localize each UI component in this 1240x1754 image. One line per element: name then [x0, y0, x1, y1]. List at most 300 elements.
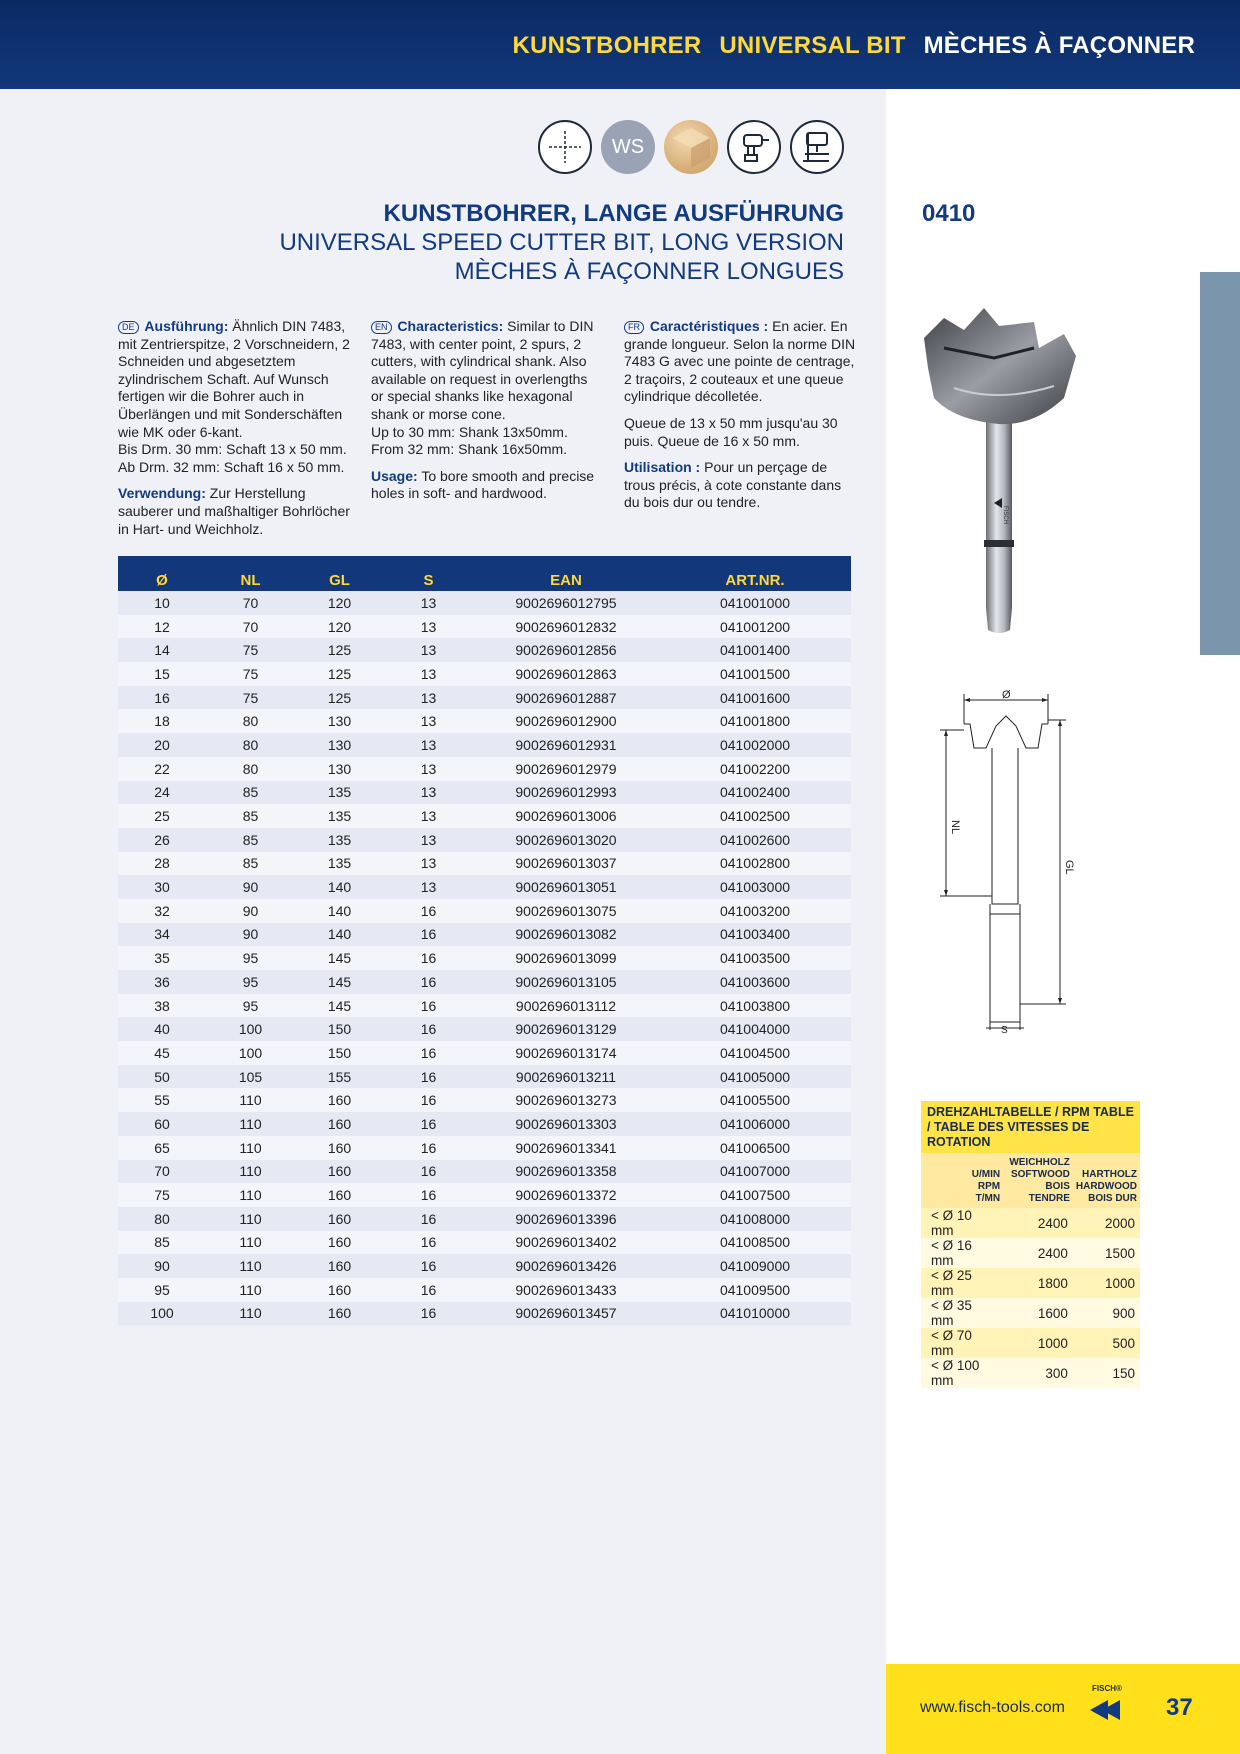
cell-s: 16 [384, 1231, 473, 1255]
cell-gl: 150 [295, 1017, 384, 1041]
cell-diameter: 28 [118, 852, 206, 876]
table-row [118, 804, 851, 828]
cell-ean: 9002696013051 [473, 875, 659, 899]
table-row [118, 828, 851, 852]
cell-gl: 125 [295, 662, 384, 686]
cell-s: 13 [384, 709, 473, 733]
cell-art-nr: 041003200 [659, 899, 851, 923]
table-row [118, 709, 851, 733]
table-row [118, 1160, 851, 1184]
cell-gl: 120 [295, 615, 384, 639]
rpm-row [921, 1268, 1140, 1298]
cell-ean: 9002696013372 [473, 1183, 659, 1207]
cell-s: 16 [384, 1112, 473, 1136]
cell-nl: 110 [206, 1160, 295, 1184]
cell-art-nr: 041002500 [659, 804, 851, 828]
cell-s: 16 [384, 1065, 473, 1089]
cell-diameter: 85 [118, 1231, 206, 1255]
cell-s: 16 [384, 1278, 473, 1302]
cell-ean: 9002696013112 [473, 994, 659, 1018]
table-row [118, 875, 851, 899]
cell-gl: 130 [295, 733, 384, 757]
text-fr-usage: Pour un perçage de trous précis, à cote constante dans du bois dur ou tendre. [624, 459, 842, 511]
rpm-cell-softwood: 1000 [1003, 1328, 1073, 1358]
cell-gl: 160 [295, 1183, 384, 1207]
ws-badge-label: WS [611, 135, 645, 158]
table-row [118, 1207, 851, 1231]
col-header-ean: EAN [473, 556, 659, 591]
rpm-cell-hardwood: 500 [1073, 1328, 1140, 1358]
cell-ean: 9002696012900 [473, 709, 659, 733]
cell-ean: 9002696013174 [473, 1041, 659, 1065]
cell-ean: 9002696013006 [473, 804, 659, 828]
cell-diameter: 22 [118, 757, 206, 781]
header-titles [513, 32, 1195, 60]
label-fr-usage: Utilisation : [624, 459, 701, 476]
rpm-col-unit-de: U/MIN [971, 1169, 1001, 1180]
cell-diameter: 10 [118, 591, 206, 615]
description-en-characteristics [371, 318, 603, 459]
text-en-characteristics: Similar to DIN 7483, with center point, 2 spurs, 2 cutters, with cylindrical shank. Also available on request in overlengths or special shanks like hexagonal shank or morse cone. [371, 318, 594, 422]
cell-art-nr: 041009000 [659, 1254, 851, 1278]
badge-en: EN [371, 321, 392, 334]
table-row [118, 662, 851, 686]
rpm-row [921, 1298, 1140, 1328]
rpm-cell-size: < Ø 25 mm [921, 1268, 1003, 1298]
table-row [118, 757, 851, 781]
rpm-col-hardwood-fr: BOIS DUR [1088, 1193, 1137, 1204]
col-header-art-nr: ART.NR. [659, 556, 851, 591]
cell-nl: 110 [206, 1302, 295, 1326]
cell-ean: 9002696013303 [473, 1112, 659, 1136]
cell-diameter: 15 [118, 662, 206, 686]
drawing-label-s: S [1001, 1025, 1008, 1035]
cell-s: 16 [384, 1160, 473, 1184]
cell-nl: 75 [206, 638, 295, 662]
cell-nl: 80 [206, 709, 295, 733]
cell-ean: 9002696013433 [473, 1278, 659, 1302]
table-row [118, 994, 851, 1018]
cell-nl: 85 [206, 852, 295, 876]
cell-diameter: 34 [118, 923, 206, 947]
rpm-table-box [921, 1101, 1140, 1388]
drill-press-icon [790, 120, 844, 174]
rpm-cell-hardwood: 900 [1073, 1298, 1140, 1328]
cell-nl: 85 [206, 781, 295, 805]
label-en-usage: Usage: [371, 467, 418, 484]
cell-art-nr: 041002600 [659, 828, 851, 852]
cell-gl: 160 [295, 1278, 384, 1302]
cell-diameter: 95 [118, 1278, 206, 1302]
rpm-table-title: DREHZAHLTABELLE / RPM TABLE / TABLE DES VITESSES DE ROTATION [921, 1101, 1140, 1153]
cell-s: 13 [384, 638, 473, 662]
rpm-row [921, 1328, 1140, 1358]
cell-nl: 80 [206, 733, 295, 757]
cell-ean: 9002696012832 [473, 615, 659, 639]
cell-nl: 75 [206, 662, 295, 686]
cell-diameter: 75 [118, 1183, 206, 1207]
rpm-col-unit-fr: T/MN [975, 1193, 1001, 1204]
cell-nl: 110 [206, 1136, 295, 1160]
description-en-usage [371, 468, 603, 503]
cell-art-nr: 041001600 [659, 686, 851, 710]
header-title-en: UNIVERSAL BIT [719, 32, 906, 59]
col-header-s: S [384, 556, 473, 591]
cell-gl: 140 [295, 875, 384, 899]
cell-diameter: 18 [118, 709, 206, 733]
cell-diameter: 45 [118, 1041, 206, 1065]
cell-ean: 9002696013105 [473, 970, 659, 994]
cell-nl: 70 [206, 591, 295, 615]
cell-art-nr: 041009500 [659, 1278, 851, 1302]
cell-s: 13 [384, 804, 473, 828]
cell-art-nr: 041008000 [659, 1207, 851, 1231]
text-en-shank-2: From 32 mm: Shank 16x50mm. [371, 441, 568, 458]
cell-art-nr: 041003400 [659, 923, 851, 947]
cell-s: 16 [384, 946, 473, 970]
cell-diameter: 80 [118, 1207, 206, 1231]
rpm-col-softwood-en: SOFTWOOD [1010, 1169, 1070, 1180]
crosshair-icon [538, 120, 592, 174]
cell-s: 16 [384, 1207, 473, 1231]
cell-ean: 9002696013457 [473, 1302, 659, 1326]
cell-diameter: 70 [118, 1160, 206, 1184]
cell-ean: 9002696012931 [473, 733, 659, 757]
cell-ean: 9002696013037 [473, 852, 659, 876]
cell-ean: 9002696013020 [473, 828, 659, 852]
cell-s: 13 [384, 591, 473, 615]
cell-s: 16 [384, 1041, 473, 1065]
rpm-col-softwood-de: WEICHHOLZ [1009, 1157, 1070, 1168]
cell-s: 16 [384, 923, 473, 947]
rpm-cell-size: < Ø 10 mm [921, 1208, 1003, 1238]
text-en-shank-1: Up to 30 mm: Shank 13x50mm. [371, 423, 568, 440]
rpm-cell-softwood: 1800 [1003, 1268, 1073, 1298]
cell-s: 13 [384, 875, 473, 899]
fisch-logo-icon [1086, 1686, 1126, 1726]
cell-diameter: 12 [118, 615, 206, 639]
spec-table [118, 556, 851, 1325]
description-de-usage [118, 485, 350, 538]
cell-ean: 9002696013082 [473, 923, 659, 947]
cell-art-nr: 041001500 [659, 662, 851, 686]
description-fr-characteristics [624, 318, 856, 406]
cell-gl: 160 [295, 1207, 384, 1231]
cell-gl: 125 [295, 686, 384, 710]
cell-art-nr: 041008500 [659, 1231, 851, 1255]
cell-gl: 160 [295, 1254, 384, 1278]
table-row [118, 638, 851, 662]
cell-gl: 160 [295, 1088, 384, 1112]
cell-diameter: 26 [118, 828, 206, 852]
cell-ean: 9002696012863 [473, 662, 659, 686]
header-title-fr: MÈCHES À FAÇONNER [923, 32, 1195, 59]
cell-ean: 9002696013341 [473, 1136, 659, 1160]
rpm-col-unit-en: RPM [977, 1181, 1001, 1192]
rpm-row [921, 1358, 1140, 1388]
cell-gl: 150 [295, 1041, 384, 1065]
product-title-de: KUNSTBOHRER, LANGE AUSFÜHRUNG [383, 200, 844, 227]
col-header-diameter: Ø [118, 556, 206, 591]
drawing-label-nl: NL [949, 820, 961, 835]
cell-ean: 9002696013211 [473, 1065, 659, 1089]
cell-nl: 90 [206, 899, 295, 923]
cell-gl: 160 [295, 1160, 384, 1184]
rpm-cell-softwood: 2400 [1003, 1208, 1073, 1238]
cell-s: 16 [384, 1136, 473, 1160]
cell-art-nr: 041002800 [659, 852, 851, 876]
cell-diameter: 40 [118, 1017, 206, 1041]
table-row [118, 733, 851, 757]
description-fr-usage [624, 459, 856, 512]
cell-art-nr: 041001000 [659, 591, 851, 615]
cell-art-nr: 041010000 [659, 1302, 851, 1326]
rpm-row [921, 1238, 1140, 1268]
cell-nl: 95 [206, 946, 295, 970]
description-de [118, 318, 350, 547]
ws-badge-icon [601, 120, 655, 174]
text-de-usage: Zur Herstellung sauberer und maßhaltiger Bohrlöcher in Hart- und Weichholz. [118, 485, 350, 537]
cell-nl: 110 [206, 1231, 295, 1255]
cell-nl: 110 [206, 1088, 295, 1112]
table-row [118, 615, 851, 639]
cell-diameter: 16 [118, 686, 206, 710]
cell-gl: 155 [295, 1065, 384, 1089]
cell-s: 13 [384, 686, 473, 710]
cell-nl: 100 [206, 1017, 295, 1041]
table-row [118, 1254, 851, 1278]
footer-brand: FISCH® [1092, 1684, 1122, 1693]
cell-ean: 9002696012856 [473, 638, 659, 662]
cell-s: 16 [384, 899, 473, 923]
product-titles [279, 200, 844, 286]
rpm-cell-hardwood: 150 [1073, 1358, 1140, 1388]
cell-nl: 110 [206, 1207, 295, 1231]
cell-nl: 95 [206, 970, 295, 994]
spec-table-header-row [118, 556, 851, 591]
cell-nl: 90 [206, 923, 295, 947]
footer-url: www.fisch-tools.com [920, 1699, 1065, 1716]
label-de-characteristics: Ausführung: [144, 318, 229, 334]
drawing-label-diameter: Ø [1002, 690, 1011, 701]
cell-s: 13 [384, 828, 473, 852]
cell-s: 13 [384, 733, 473, 757]
cell-art-nr: 041002000 [659, 733, 851, 757]
cell-diameter: 65 [118, 1136, 206, 1160]
rpm-cell-hardwood: 2000 [1073, 1208, 1140, 1238]
description-de-characteristics [118, 318, 350, 476]
cell-art-nr: 041002400 [659, 781, 851, 805]
page-header [0, 0, 1240, 89]
cell-gl: 130 [295, 709, 384, 733]
table-row [118, 1112, 851, 1136]
rpm-cell-size: < Ø 100 mm [921, 1358, 1003, 1388]
cell-nl: 110 [206, 1278, 295, 1302]
cell-s: 16 [384, 994, 473, 1018]
cell-nl: 80 [206, 757, 295, 781]
cell-ean: 9002696012795 [473, 591, 659, 615]
cell-ean: 9002696012979 [473, 757, 659, 781]
table-row [118, 852, 851, 876]
cell-s: 16 [384, 1183, 473, 1207]
cell-ean: 9002696013129 [473, 1017, 659, 1041]
table-row [118, 1278, 851, 1302]
rpm-table-body [921, 1208, 1140, 1388]
cell-s: 13 [384, 852, 473, 876]
cell-art-nr: 041001800 [659, 709, 851, 733]
cell-diameter: 55 [118, 1088, 206, 1112]
cell-art-nr: 041007000 [659, 1160, 851, 1184]
page-footer [886, 1664, 1240, 1754]
cell-gl: 125 [295, 638, 384, 662]
drill-machine-icon [727, 120, 781, 174]
cell-ean: 9002696013396 [473, 1207, 659, 1231]
cell-art-nr: 041007500 [659, 1183, 851, 1207]
col-header-gl: GL [295, 556, 384, 591]
cell-art-nr: 041006500 [659, 1136, 851, 1160]
badge-fr: FR [624, 321, 644, 334]
cell-gl: 130 [295, 757, 384, 781]
table-row [118, 970, 851, 994]
table-row [118, 1136, 851, 1160]
cell-gl: 160 [295, 1231, 384, 1255]
text-en-usage: To bore smooth and precise holes in soft- and hardwood. [371, 467, 595, 502]
description-en [371, 318, 603, 512]
text-de-shank-1: Bis Drm. 30 mm: Schaft 13 x 50 mm. [118, 441, 347, 458]
drawing-label-gl: GL [1063, 860, 1075, 875]
cell-nl: 90 [206, 875, 295, 899]
cell-art-nr: 041003800 [659, 994, 851, 1018]
cell-s: 13 [384, 662, 473, 686]
cell-gl: 120 [295, 591, 384, 615]
cell-gl: 135 [295, 828, 384, 852]
cell-ean: 9002696013273 [473, 1088, 659, 1112]
rpm-cell-softwood: 1600 [1003, 1298, 1073, 1328]
rpm-table-header-row [921, 1153, 1140, 1208]
cell-nl: 85 [206, 828, 295, 852]
cell-art-nr: 041004000 [659, 1017, 851, 1041]
table-row [118, 591, 851, 615]
rpm-cell-size: < Ø 35 mm [921, 1298, 1003, 1328]
cell-s: 16 [384, 1302, 473, 1326]
text-fr-shank: Queue de 13 x 50 mm jusqu'au 30 puis. Queue de 16 x 50 mm. [624, 414, 838, 449]
cell-art-nr: 041004500 [659, 1041, 851, 1065]
cell-s: 16 [384, 1017, 473, 1041]
cell-gl: 140 [295, 899, 384, 923]
rpm-cell-softwood: 300 [1003, 1358, 1073, 1388]
table-row [118, 1231, 851, 1255]
table-row [118, 781, 851, 805]
cell-nl: 110 [206, 1183, 295, 1207]
rpm-cell-softwood: 2400 [1003, 1238, 1073, 1268]
cell-gl: 135 [295, 781, 384, 805]
table-row [118, 899, 851, 923]
table-row [118, 923, 851, 947]
cell-art-nr: 041001400 [659, 638, 851, 662]
cell-s: 13 [384, 757, 473, 781]
wood-block-icon [664, 120, 718, 174]
cell-s: 16 [384, 1088, 473, 1112]
cell-ean: 9002696013402 [473, 1231, 659, 1255]
text-de-characteristics: Ähnlich DIN 7483, mit Zentrierspitze, 2 Vorschneidern, 2 Schneiden und abgesetztem zylindrischem Schaft. Auf Wunsch fertigen wir die Bohrer auch in Überlängen und mit Sonderschäften wie MK oder 6-kant. [118, 318, 350, 440]
description-fr [624, 318, 856, 521]
cell-nl: 100 [206, 1041, 295, 1065]
rpm-row [921, 1208, 1140, 1238]
rpm-col-hardwood-de: HARTHOLZ [1082, 1169, 1137, 1180]
table-row [118, 1088, 851, 1112]
label-fr-characteristics: Caractéristiques : [649, 318, 769, 334]
text-de-shank-2: Ab Drm. 32 mm: Schaft 16 x 50 mm. [118, 458, 345, 475]
page-number: 37 [1166, 1694, 1193, 1721]
cell-art-nr: 041001200 [659, 615, 851, 639]
rpm-col-hardwood [1073, 1153, 1140, 1208]
cell-diameter: 100 [118, 1302, 206, 1326]
cell-gl: 145 [295, 994, 384, 1018]
cell-diameter: 36 [118, 970, 206, 994]
cell-gl: 160 [295, 1112, 384, 1136]
cell-art-nr: 041003000 [659, 875, 851, 899]
photo-engraving: FISCH [1002, 506, 1008, 524]
cell-diameter: 20 [118, 733, 206, 757]
cell-diameter: 35 [118, 946, 206, 970]
product-code: 0410 [922, 200, 976, 227]
cell-art-nr: 041003500 [659, 946, 851, 970]
cell-nl: 70 [206, 615, 295, 639]
cell-s: 13 [384, 781, 473, 805]
rpm-cell-hardwood: 1500 [1073, 1238, 1140, 1268]
cell-gl: 145 [295, 970, 384, 994]
rpm-cell-size: < Ø 70 mm [921, 1328, 1003, 1358]
cell-nl: 95 [206, 994, 295, 1018]
table-row [118, 1183, 851, 1207]
table-row [118, 686, 851, 710]
text-fr-characteristics: En acier. En grande longueur. Selon la norme DIN 7483 G avec une pointe de centrage, 2 traçoirs, 2 couteaux et une queue cylindrique décolletée. [624, 318, 856, 405]
cell-diameter: 50 [118, 1065, 206, 1089]
cell-ean: 9002696013358 [473, 1160, 659, 1184]
side-tab-marker [1200, 272, 1240, 655]
cell-diameter: 14 [118, 638, 206, 662]
table-row [118, 1302, 851, 1326]
cell-diameter: 24 [118, 781, 206, 805]
table-row [118, 1017, 851, 1041]
badge-de: DE [118, 321, 139, 334]
header-title-de: KUNSTBOHRER [512, 32, 702, 59]
product-title-en: UNIVERSAL SPEED CUTTER BIT, LONG VERSION [279, 229, 844, 256]
cell-nl: 110 [206, 1254, 295, 1278]
cell-gl: 145 [295, 946, 384, 970]
cell-nl: 85 [206, 804, 295, 828]
cell-nl: 110 [206, 1112, 295, 1136]
cell-diameter: 90 [118, 1254, 206, 1278]
cell-diameter: 32 [118, 899, 206, 923]
rpm-col-hardwood-en: HARDWOOD [1075, 1181, 1137, 1192]
cell-gl: 160 [295, 1136, 384, 1160]
cell-art-nr: 041003600 [659, 970, 851, 994]
cell-ean: 9002696013426 [473, 1254, 659, 1278]
technical-drawing [930, 690, 1080, 1035]
product-title-fr: MÈCHES À FAÇONNER LONGUES [454, 258, 844, 285]
col-header-nl: NL [206, 556, 295, 591]
cell-diameter: 30 [118, 875, 206, 899]
cell-diameter: 25 [118, 804, 206, 828]
table-row [118, 1065, 851, 1089]
rpm-col-unit [921, 1153, 1003, 1208]
cell-art-nr: 041005000 [659, 1065, 851, 1089]
cell-art-nr: 041006000 [659, 1112, 851, 1136]
cell-diameter: 38 [118, 994, 206, 1018]
cell-ean: 9002696012993 [473, 781, 659, 805]
cell-gl: 135 [295, 852, 384, 876]
